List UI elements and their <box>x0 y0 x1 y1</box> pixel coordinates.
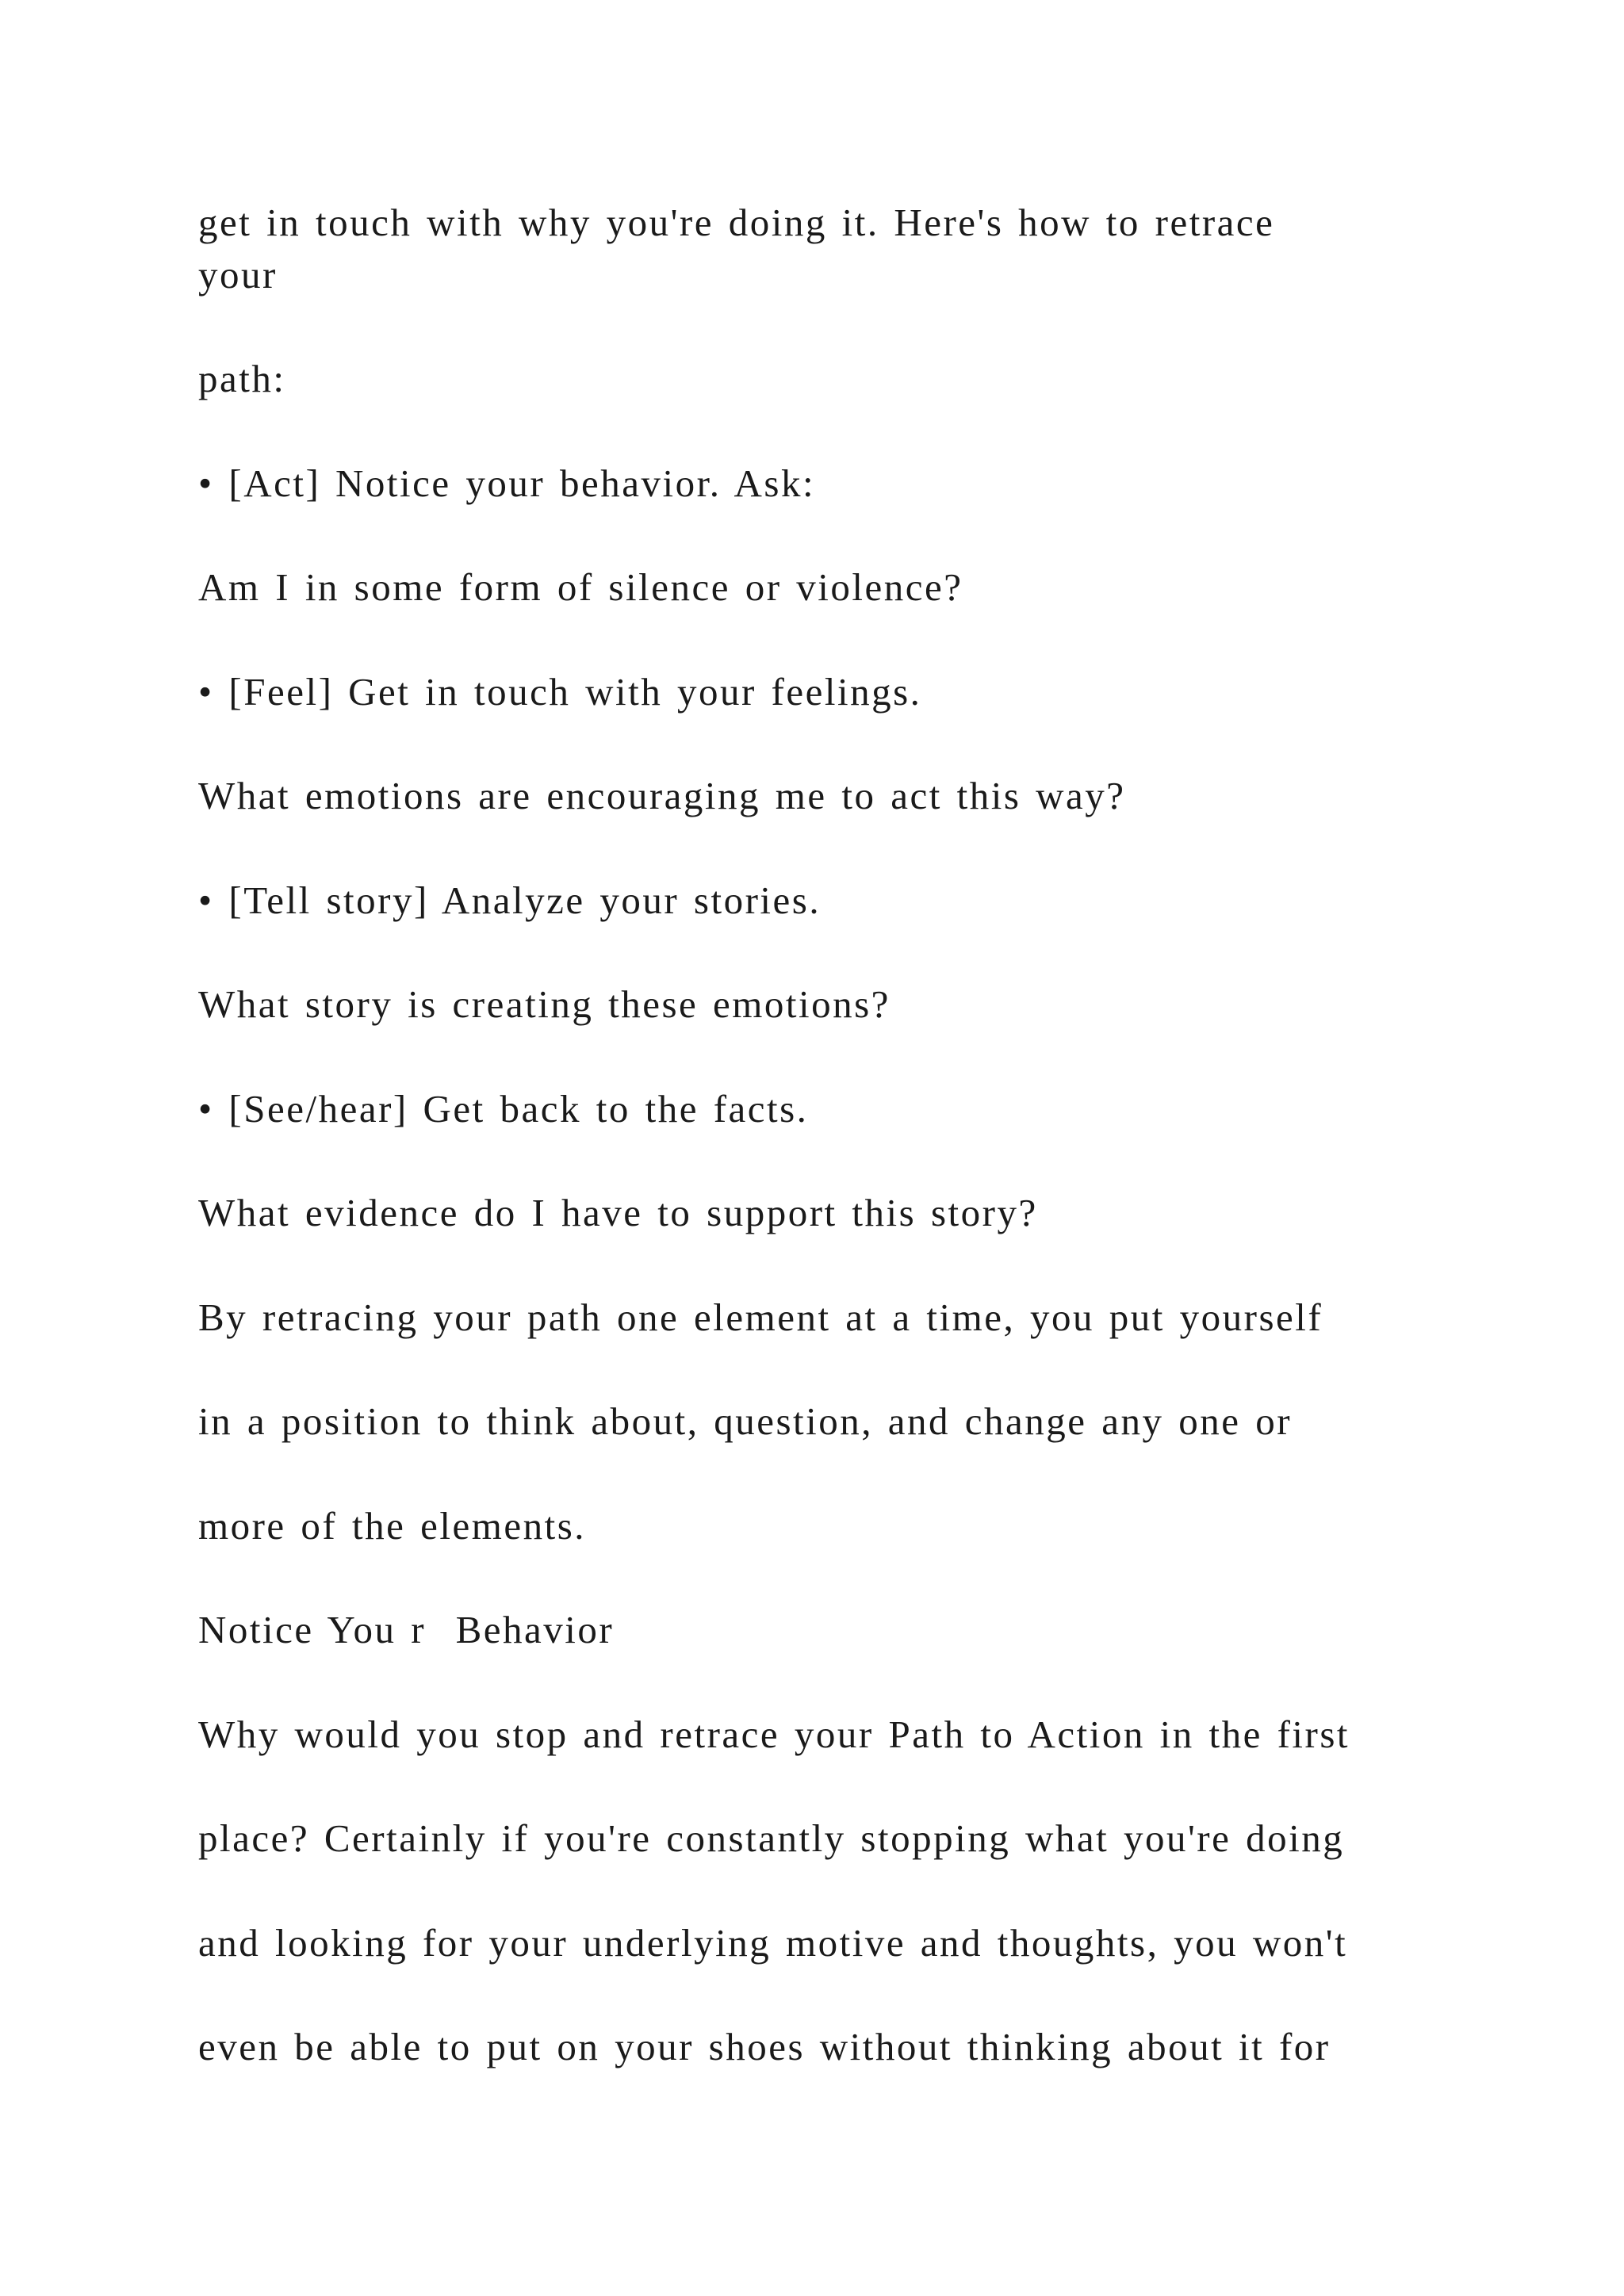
text-line: even be able to put on your shoes without thinking about it for <box>198 2025 1331 2068</box>
text-line: your <box>198 253 278 297</box>
text-line: What story is creating these emotions? <box>198 982 891 1026</box>
text-line: in a position to think about, question, and change any one or <box>198 1399 1293 1443</box>
section-heading: Notice You r Behavior <box>198 1608 615 1651</box>
text-line: Am I in some form of silence or violence? <box>198 565 963 609</box>
bullet-item-see-hear: • [See/hear] Get back to the facts. <box>198 1087 809 1131</box>
bullet-item-feel: • [Feel] Get in touch with your feelings. <box>198 670 922 714</box>
text-line: By retracing your path one element at a time, you put yourself <box>198 1295 1323 1339</box>
text-line: What evidence do I have to support this story? <box>198 1191 1038 1234</box>
text-line: What emotions are encouraging me to act this way? <box>198 774 1126 817</box>
text-line: more of the elements. <box>198 1504 587 1548</box>
text-line: Why would you stop and retrace your Path to Action in the first <box>198 1712 1350 1756</box>
text-line: place? Certainly if you're constantly stopping what you're doing <box>198 1816 1345 1860</box>
bullet-item-act: • [Act] Notice your behavior. Ask: <box>198 461 816 505</box>
text-line: and looking for your underlying motive and thoughts, you won't <box>198 1921 1348 1965</box>
text-line: path: <box>198 357 286 400</box>
bullet-item-tell-story: • [Tell story] Analyze your stories. <box>198 878 822 922</box>
text-line: get in touch with why you're doing it. Here's how to retrace <box>198 201 1275 244</box>
